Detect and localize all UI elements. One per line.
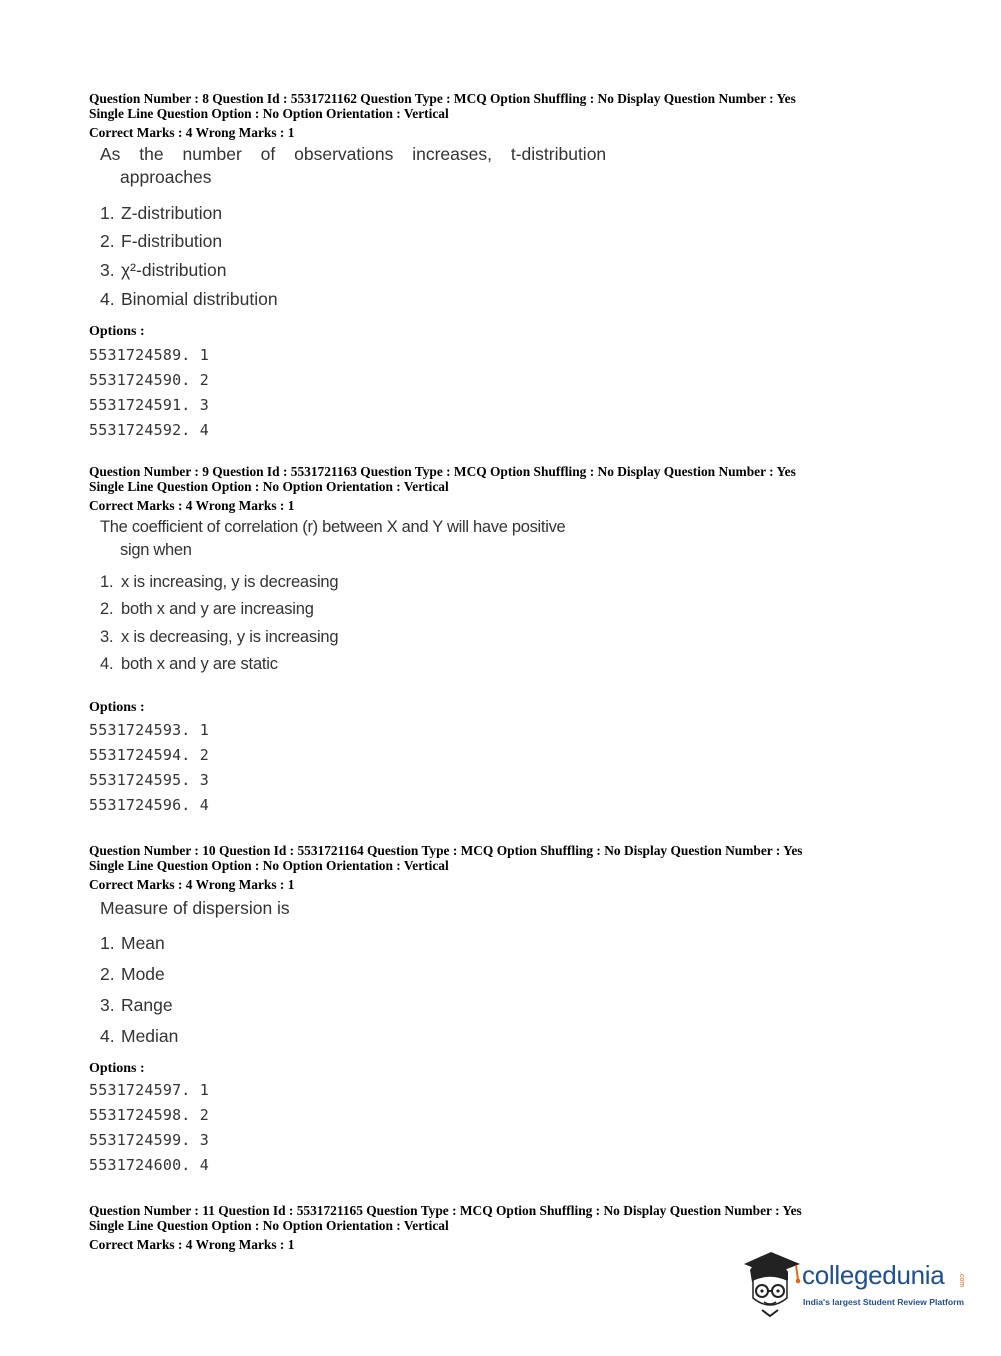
student-mascot-icon <box>740 1250 802 1320</box>
choice-item: 1. Mean <box>100 932 165 953</box>
collegedunia-logo <box>740 1250 970 1320</box>
meta-line-2: Single Line Question Option : No Option Orientation : Vertical <box>89 1217 449 1233</box>
choice-item: 4. both x and y are static <box>100 655 278 674</box>
choice-item: 3. x is decreasing, y is increasing <box>100 627 339 646</box>
meta-line-2: Single Line Question Option : No Option Orientation : Vertical <box>89 478 449 494</box>
choice-item: 3. Range <box>100 994 173 1015</box>
choice-item: 1. x is increasing, y is decreasing <box>100 572 339 591</box>
option-id-row: 5531724599. 3 <box>89 1130 209 1149</box>
question-stem <box>100 516 949 562</box>
stem-line-2: sign when <box>120 540 192 559</box>
marks-line: Correct Marks : 4 Wrong Marks : 1 <box>89 1237 295 1253</box>
choice-item: 1. Z-distribution <box>100 202 223 223</box>
marks-line: Correct Marks : 4 Wrong Marks : 1 <box>89 498 295 514</box>
logo-tagline: India's largest Student Review Platform <box>803 1297 965 1307</box>
question-meta <box>89 92 949 121</box>
choice-item: 3. χ²-distribution <box>100 260 227 281</box>
option-id-row: 5531724594. 2 <box>89 745 209 764</box>
options-label: Options : <box>89 323 145 339</box>
stem-line-2: approaches <box>120 166 212 187</box>
question-block-8 <box>89 92 949 443</box>
logo-wordmark: collegedunia <box>802 1260 945 1290</box>
option-id-row: 5531724589. 1 <box>89 345 209 364</box>
option-id-row: 5531724598. 2 <box>89 1105 209 1124</box>
choice-list <box>100 928 949 1052</box>
question-meta <box>89 844 949 873</box>
stem-line-1: Measure of dispersion is <box>100 897 290 918</box>
choice-item: 2. Mode <box>100 963 165 984</box>
stem-line-1: The coefficient of correlation (r) between X and Y will have positive <box>100 517 566 536</box>
option-id-list <box>89 343 949 443</box>
logo-suffix: .com <box>958 1272 965 1288</box>
choice-item: 2. both x and y are increasing <box>100 600 314 619</box>
option-id-row: 5531724600. 4 <box>89 1155 209 1174</box>
option-id-list <box>89 1078 949 1178</box>
meta-line-2: Single Line Question Option : No Option Orientation : Vertical <box>89 105 449 121</box>
option-id-row: 5531724591. 3 <box>89 395 209 414</box>
options-label: Options : <box>89 699 145 715</box>
question-stem <box>100 896 949 920</box>
question-stem <box>100 143 949 189</box>
option-id-row: 5531724590. 2 <box>89 370 209 389</box>
choice-list <box>100 199 949 314</box>
choice-item: 2. F-distribution <box>100 231 223 252</box>
question-block-11 <box>89 1204 949 1253</box>
stem-line-1: As the number of observations increases, t-distribution <box>100 143 607 164</box>
meta-line-1: Question Number : 9 Question Id : 5531721163 Question Type : MCQ Option Shuffling : No Display Question Number : Yes <box>89 464 796 479</box>
question-block-10 <box>89 844 949 1178</box>
option-id-row: 5531724593. 1 <box>89 720 209 739</box>
meta-line-1: Question Number : 8 Question Id : 5531721162 Question Type : MCQ Option Shuffling : No Display Question Number : Yes <box>89 91 796 106</box>
meta-line-2: Single Line Question Option : No Option Orientation : Vertical <box>89 857 449 873</box>
meta-line-1: Question Number : 11 Question Id : 5531721165 Question Type : MCQ Option Shuffling : No Display Question Number : Yes <box>89 1203 802 1218</box>
question-block-9 <box>89 465 949 818</box>
option-id-row: 5531724595. 3 <box>89 770 209 789</box>
marks-line: Correct Marks : 4 Wrong Marks : 1 <box>89 877 295 893</box>
option-id-row: 5531724597. 1 <box>89 1080 209 1099</box>
choice-item: 4. Binomial distribution <box>100 288 278 309</box>
option-id-row: 5531724596. 4 <box>89 795 209 814</box>
choice-item: 4. Median <box>100 1025 179 1046</box>
question-meta <box>89 1204 949 1233</box>
option-id-row: 5531724592. 4 <box>89 420 209 439</box>
question-meta <box>89 465 949 494</box>
meta-line-1: Question Number : 10 Question Id : 5531721164 Question Type : MCQ Option Shuffling : No Display Question Number : Yes <box>89 843 803 858</box>
options-label: Options : <box>89 1060 145 1076</box>
marks-line: Correct Marks : 4 Wrong Marks : 1 <box>89 125 295 141</box>
option-id-list <box>89 718 949 818</box>
choice-list <box>100 569 949 679</box>
